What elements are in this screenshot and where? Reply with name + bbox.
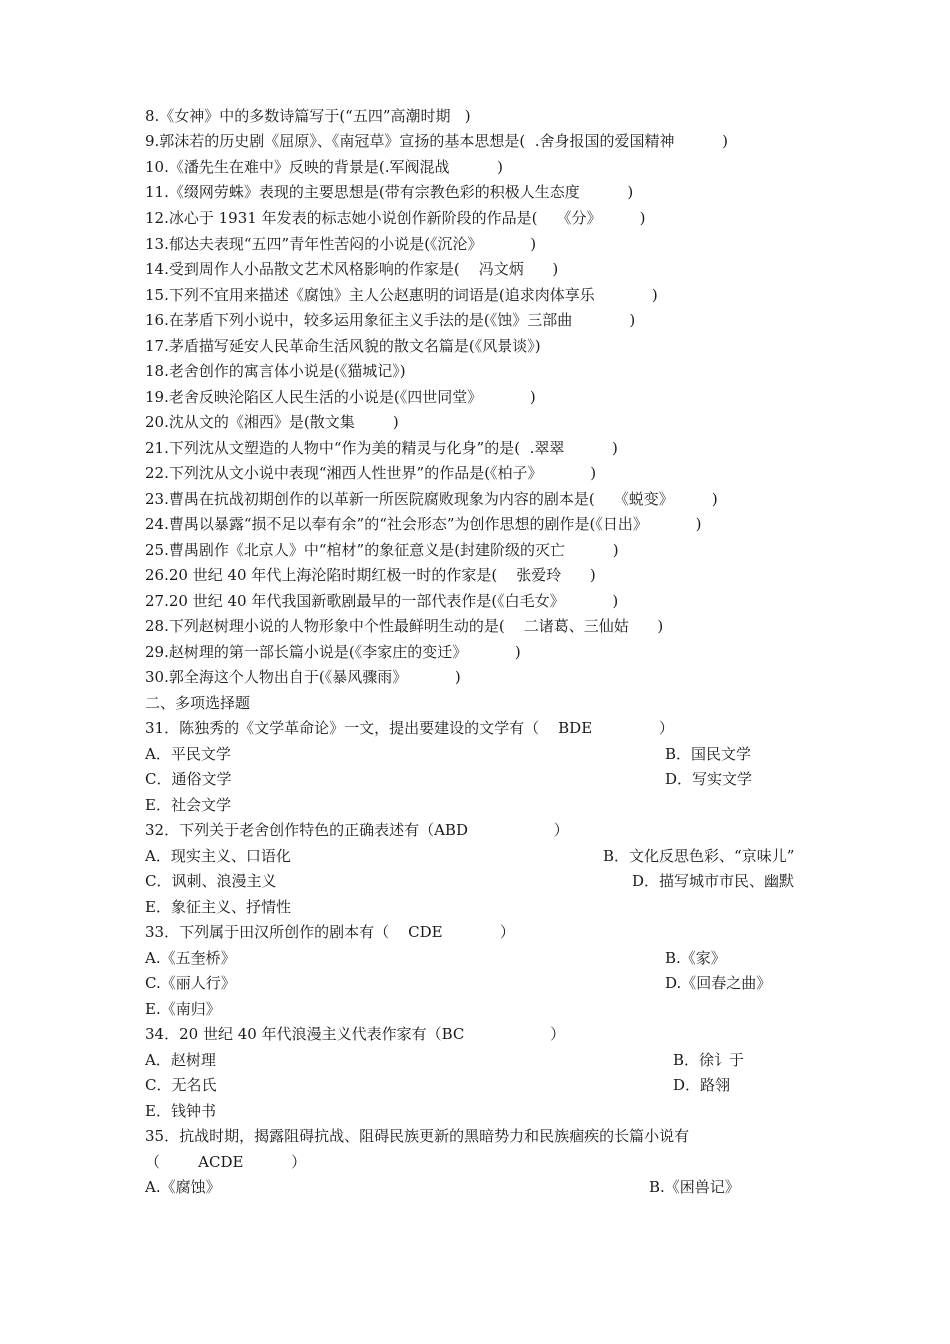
question-32-option-e: E．象征主义、抒情性 [145,898,291,916]
question-34-stem: 34．20 世纪 40 年代浪漫主义代表作家有（BC ） [145,1025,566,1043]
question-20: 20.沈从文的《湘西》是(散文集 ) [145,413,399,431]
question-32-option-b: B．文化反思色彩、“京味儿” [603,847,795,865]
question-33-option-a: A.《五奎桥》 [145,949,236,967]
question-33-stem: 33．下列属于田汉所创作的剧本有（ CDE ） [145,923,515,941]
question-34-option-b: B．徐讠于 [673,1051,745,1069]
question-27: 27.20 世纪 40 年代我国新歌剧最早的一部代表作是(《白毛女》 ) [145,592,619,610]
question-23: 23.曹禺在抗战初期创作的以革新一所医院腐败现象为内容的剧本是( 《蜕变》 ) [145,490,718,508]
question-34-option-d: D．路翎 [673,1076,731,1094]
question-33-option-d: D.《回春之曲》 [665,974,772,992]
question-33-option-e: E.《南归》 [145,1000,221,1018]
question-31-stem: 31．陈独秀的《文学革命论》一文，提出要建设的文学有（ BDE ） [145,719,674,737]
question-34-option-a: A．赵树理 [145,1051,216,1069]
question-24: 24.曹禺以暴露“损不足以奉有余”的“社会形态”为创作思想的剧作是(《日出》 ) [145,515,702,533]
question-30: 30.郭全海这个人物出自于(《暴风骤雨》 ) [145,668,461,686]
question-26: 26.20 世纪 40 年代上海沦陷时期红极一时的作家是( 张爱玲 ) [145,566,596,584]
question-16: 16.在茅盾下列小说中，较多运用象征主义手法的是(《蚀》三部曲 ) [145,311,636,329]
question-31-option-d: D．写实文学 [665,770,753,788]
question-19: 19.老舍反映沦陷区人民生活的小说是(《四世同堂》 ) [145,388,536,406]
question-31-option-a: A．平民文学 [145,745,231,763]
question-12: 12.冰心于 1931 年发表的标志她小说创作新阶段的作品是( 《分》 ) [145,209,646,227]
question-31-option-e: E．社会文学 [145,796,231,814]
question-33-option-c: C.《丽人行》 [145,974,236,992]
question-32-stem: 32．下列关于老舍创作特色的正确表述有（ABD ） [145,821,569,839]
question-33-option-b: B.《家》 [665,949,726,967]
question-34-option-e: E．钱钟书 [145,1102,216,1120]
question-11: 11.《缀网劳蛛》表现的主要思想是(带有宗教色彩的积极人生态度 ) [145,183,634,201]
question-35-option-a: A.《腐蚀》 [145,1178,221,1196]
question-28: 28.下列赵树理小说的人物形象中个性最鲜明生动的是( 二诸葛、三仙姑 ) [145,617,664,635]
question-34-option-c: C．无名氏 [145,1076,217,1094]
question-31-option-b: B．国民文学 [665,745,752,763]
question-32-option-a: A．现实主义、口语化 [145,847,291,865]
section-heading: 二、多项选择题 [145,694,251,712]
question-18: 18.老舍创作的寓言体小说是(《猫城记》) [145,362,406,380]
question-25: 25.曹禺剧作《北京人》中“棺材”的象征意义是(封建阶级的灭亡 ) [145,541,619,559]
question-35-option-b: B.《困兽记》 [649,1178,740,1196]
question-21: 21.下列沈从文塑造的人物中“作为美的精灵与化身”的是( .翠翠 ) [145,439,618,457]
question-15: 15.下列不宜用来描述《腐蚀》主人公赵惠明的词语是(追求肉体享乐 ) [145,286,658,304]
question-8: 8.《女神》中的多数诗篇写于(“五四”高潮时期 ) [145,107,471,125]
question-35-stem: 35．抗战时期，揭露阻碍抗战、阻碍民族更新的黑暗势力和民族痼疾的长篇小说有 [145,1127,690,1145]
question-13: 13.郁达夫表现“五四”青年性苦闷的小说是(《沉沦》 ) [145,235,537,253]
question-9: 9.郭沫若的历史剧《屈原》、《南冠草》宣扬的基本思想是( .舍身报国的爱国精神 ) [145,132,729,150]
question-22: 22.下列沈从文小说中表现“湘西人性世界”的作品是(《柏子》 ) [145,464,597,482]
question-29: 29.赵树理的第一部长篇小说是(《李家庄的变迁》 ) [145,643,521,661]
question-35-answer: （ ACDE ） [145,1153,307,1171]
question-14: 14.受到周作人小品散文艺术风格影响的作家是( 冯文炳 ) [145,260,559,278]
question-32-option-d: D．描写城市市民、幽默 [632,872,795,890]
question-32-option-c: C．讽刺、浪漫主义 [145,872,277,890]
question-31-option-c: C．通俗文学 [145,770,232,788]
question-10: 10.《潘先生在难中》反映的背景是(.军阀混战 ) [145,158,504,176]
question-17: 17.茅盾描写延安人民革命生活风貌的散文名篇是(《风景谈》) [145,337,541,355]
